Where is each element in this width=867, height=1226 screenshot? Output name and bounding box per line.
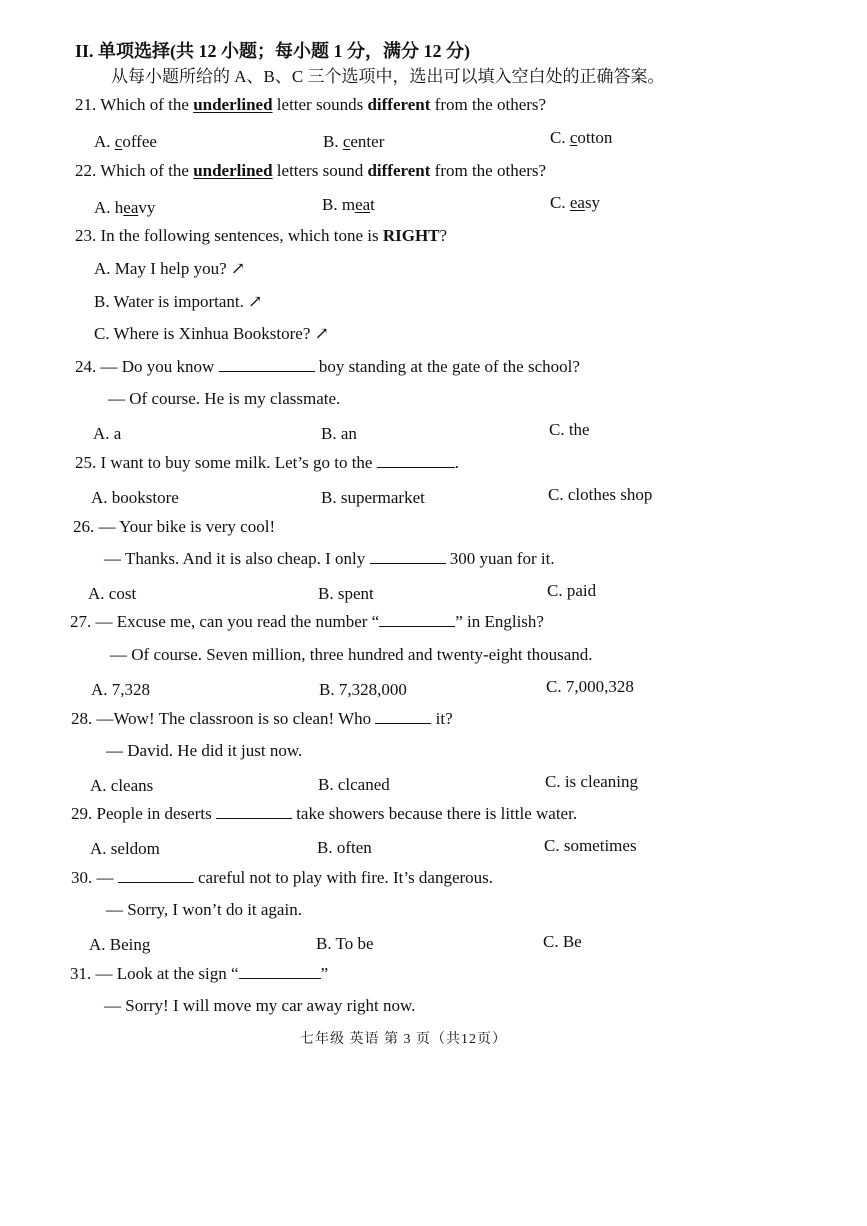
question-28: 28. —Wow! The classroon is so clean! Who it?	[71, 709, 453, 728]
q28-answer-blank	[375, 709, 431, 724]
q23-option-b: B. Water is important. ↗	[94, 292, 263, 311]
q21-text-post: from the others?	[430, 95, 547, 114]
q29-answer-blank	[216, 804, 292, 819]
section-instruction: 从每小题所给的 A、B、C 三个选项中，选出可以填入空白处的正确答案。	[111, 67, 665, 86]
q21-option-b: B. center	[323, 132, 385, 151]
q30-response: — Sorry, I won’t do it again.	[106, 900, 302, 919]
q27-response: — Of course. Seven million, three hundred and twenty-eight thousand.	[110, 645, 593, 664]
q24-option-a: A. a	[93, 424, 122, 443]
q21-option-a: A. coffee	[94, 132, 157, 151]
q30-option-a: A. Being	[89, 935, 151, 954]
q22-option-b: B. meat	[322, 195, 375, 214]
question-22: 22. Which of the underlined letters sound different from the others?	[75, 161, 547, 180]
q22-option-c: C. easy	[550, 193, 601, 212]
q31-response: — Sorry! I will move my car away right now.	[104, 996, 416, 1015]
q28-option-b: B. clcaned	[318, 775, 390, 794]
q21-text-mid: letter sounds	[272, 95, 368, 114]
q30-option-c: C. Be	[543, 932, 582, 951]
q28-response: — David. He did it just now.	[106, 741, 303, 760]
q28-option-a: A. cleans	[90, 776, 154, 795]
q26-option-b: B. spent	[318, 584, 374, 603]
q29-option-b: B. often	[317, 838, 372, 857]
q26-option-a: A. cost	[88, 584, 137, 603]
q30-answer-blank	[118, 868, 194, 883]
question-31: 31. — Look at the sign “ ”	[70, 964, 329, 983]
q24-answer-blank	[219, 357, 315, 372]
q22-underlined-word: underlined	[193, 161, 273, 180]
q21-underlined-word: underlined	[193, 95, 273, 114]
q24-response: — Of course. He is my classmate.	[108, 389, 341, 408]
q31-answer-blank	[239, 964, 321, 979]
q25-answer-blank	[377, 453, 455, 468]
page-footer: 七年级 英语 第 3 页（共12页）	[300, 1032, 507, 1047]
question-26: 26. — Your bike is very cool!	[73, 517, 276, 536]
q22-option-a: A. heavy	[94, 198, 156, 217]
q27-option-a: A. 7,328	[91, 680, 151, 699]
q25-option-c: C. clothes shop	[548, 485, 653, 504]
q27-answer-blank	[379, 612, 455, 627]
question-21	[75, 94, 546, 116]
q30-option-b: B. To be	[316, 934, 374, 953]
q26-response: — Thanks. And it is also cheap. I only 300 yuan for it.	[104, 549, 555, 568]
q26-option-c: C. paid	[547, 581, 597, 600]
q25-option-a: A. bookstore	[91, 488, 179, 507]
question-29: 29. People in deserts take showers because there is little water.	[71, 804, 578, 823]
q27-option-b: B. 7,328,000	[319, 680, 407, 699]
q27-option-c: C. 7,000,328	[546, 677, 634, 696]
q22-bold-word: different	[367, 161, 431, 180]
q23-bold-word: RIGHT	[382, 226, 440, 245]
question-24: 24. — Do you know boy standing at the gate of the school?	[75, 357, 580, 376]
question-27: 27. — Excuse me, can you read the number “ ” in English?	[70, 612, 544, 631]
q24-option-b: B. an	[321, 424, 357, 443]
q26-answer-blank	[370, 549, 446, 564]
q25-option-b: B. supermarket	[321, 488, 425, 507]
q29-option-a: A. seldom	[90, 839, 160, 858]
q24-option-c: C. the	[549, 420, 590, 439]
section-heading: II. 单项选择(共 12 小题；每小题 1 分，满分 12 分)	[75, 41, 470, 61]
q21-bold-word: different	[367, 95, 431, 114]
q29-option-c: C. sometimes	[544, 836, 637, 855]
question-25: 25. I want to buy some milk. Let’s go to the .	[75, 453, 459, 472]
q23-option-c: C. Where is Xinhua Bookstore? ↗	[94, 324, 329, 343]
q23-option-a: A. May I help you? ↗	[94, 259, 246, 278]
question-23: 23. In the following sentences, which tone is RIGHT?	[75, 226, 448, 245]
question-30: 30. — careful not to play with fire. It’s dangerous.	[71, 868, 494, 887]
q28-option-c: C. is cleaning	[545, 772, 639, 791]
q21-text-pre: 21. Which of the	[75, 95, 194, 114]
q21-option-c: C. cotton	[550, 128, 613, 147]
